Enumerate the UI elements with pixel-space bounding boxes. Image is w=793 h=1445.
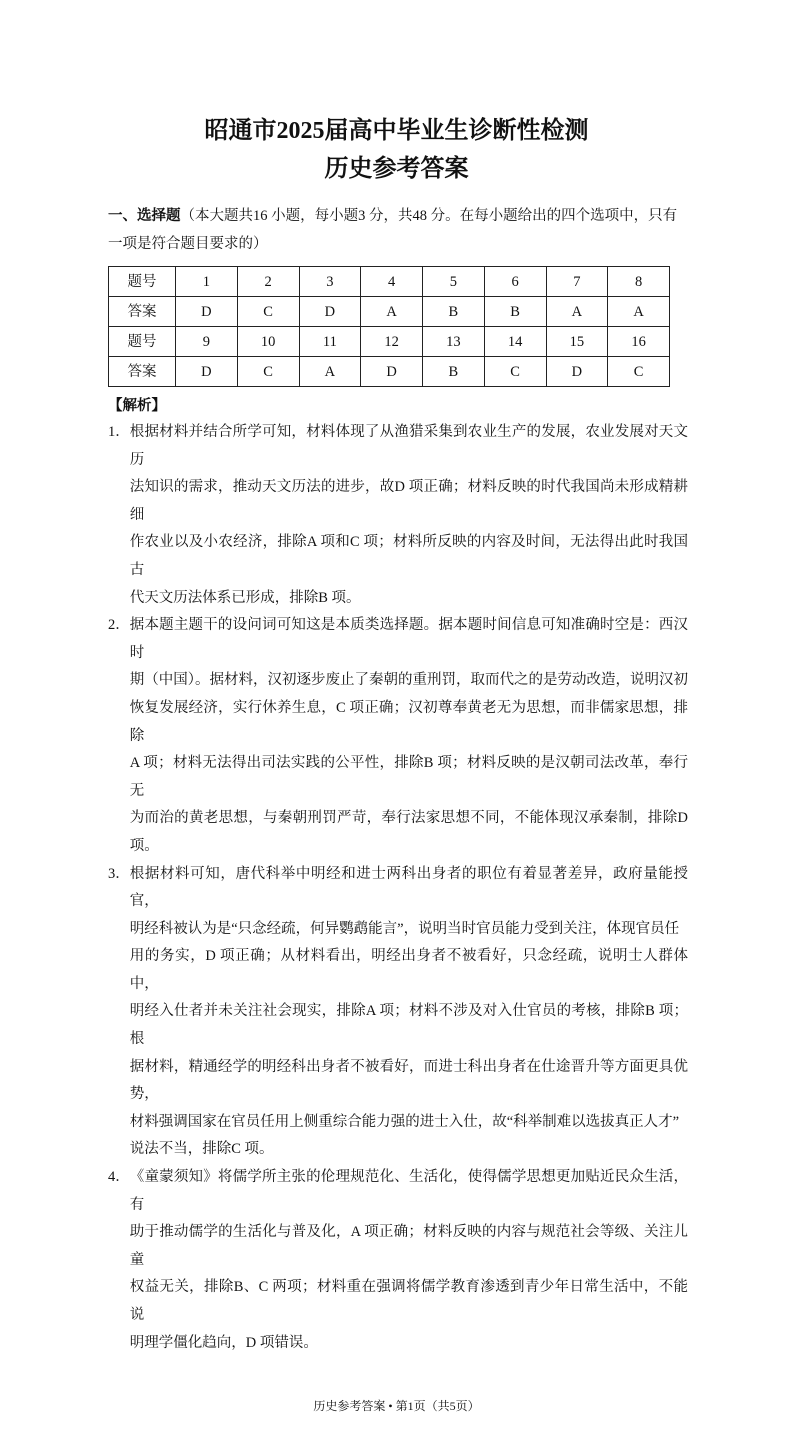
section-desc-1: （本大题共16 小题，每小题3 分，共48 分。在每小题给出的四个选项中，只有 <box>180 208 678 224</box>
table-cell: 10 <box>237 327 299 357</box>
table-cell: C <box>608 357 670 387</box>
table-cell: A <box>361 297 423 327</box>
section-choice-intro <box>108 202 688 258</box>
row-label: 题号 <box>109 267 176 297</box>
item-text-line: 恢复发展经济，实行休养生息，C 项正确；汉初尊奉黄老无为思想，而非儒家思想，排除 <box>129 699 688 744</box>
table-cell: 16 <box>608 327 670 357</box>
item-text-line: 期（中国）。据材料，汉初逐步废止了秦朝的重刑罚，取而代之的是劳动改造，说明汉初 <box>129 672 688 689</box>
table-cell: B <box>484 297 546 327</box>
item-text-line: 据本题主题干的设问词可知这是本质类选择题。据本题时间信息可知准确时空是：西汉时 <box>129 617 688 661</box>
table-cell: D <box>299 297 361 327</box>
table-cell: 7 <box>546 267 608 297</box>
item-body <box>130 612 688 860</box>
table-cell: C <box>237 297 299 327</box>
table-cell: 2 <box>237 267 299 297</box>
table-cell: B <box>423 357 485 387</box>
table-cell: B <box>423 297 485 327</box>
item-text-line: 权益无关，排除B、C 两项；材料重在强调将儒学教育渗透到青少年日常生活中，不能说 <box>129 1279 688 1323</box>
table-row <box>109 327 670 357</box>
analysis-heading: 【解析】 <box>108 398 166 414</box>
document-subtitle: 历史参考答案 <box>324 156 469 182</box>
table-cell: 4 <box>361 267 423 297</box>
analysis-item <box>108 1164 688 1357</box>
table-cell: 3 <box>299 267 361 297</box>
analysis-list <box>108 419 688 1357</box>
row-label: 答案 <box>109 297 176 327</box>
table-cell: A <box>608 297 670 327</box>
item-text-line: 材料强调国家在官员任用上侧重综合能力强的进士入仕，故“科举制难以选拔真正人才” <box>129 1113 680 1130</box>
item-number: 2． <box>108 617 130 634</box>
item-text-line: 法知识的需求，推动天文历法的进步，故D 项正确；材料反映的时代我国尚未形成精耕细 <box>129 479 688 523</box>
table-cell: 12 <box>361 327 423 357</box>
item-text-line: 根据材料可知，唐代科举中明经和进士两科出身者的职位有着显著差异，政府量能授官， <box>129 865 688 910</box>
table-cell: 9 <box>176 327 238 357</box>
table-cell: 13 <box>423 327 485 357</box>
table-cell: C <box>237 357 299 387</box>
table-cell: 6 <box>484 267 546 297</box>
analysis-item <box>108 861 688 1165</box>
table-cell: A <box>299 357 361 387</box>
table-row <box>109 267 670 297</box>
table-cell: C <box>484 357 546 387</box>
item-number: 3． <box>108 865 130 882</box>
item-body <box>130 861 688 1165</box>
table-row <box>109 297 670 327</box>
item-text-line: 明经入仕者并未关注社会现实，排除A 项；材料不涉及对入仕官员的考核，排除B 项；根 <box>129 1003 688 1048</box>
item-body <box>130 419 688 612</box>
table-cell: D <box>361 357 423 387</box>
item-number: 1． <box>108 424 130 440</box>
item-text-line: A 项；材料无法得出司法实践的公平性，排除B 项；材料反映的是汉朝司法改革，奉行无 <box>129 755 688 799</box>
item-text-line: 代天文历法体系已形成，排除B 项。 <box>129 589 361 606</box>
table-cell: D <box>176 297 238 327</box>
row-label: 题号 <box>109 327 176 357</box>
item-text-line: 作农业以及小农经济，排除A 项和C 项；材料所反映的内容及时间，无法得出此时我国古 <box>129 534 688 578</box>
document-title: 昭通市2025届高中毕业生诊断性检测 <box>204 118 589 144</box>
table-cell: 5 <box>423 267 485 297</box>
item-text-line: 明经科被认为是“只念经疏，何异鹦鹉能言”，说明当时官员能力受到关注，体现官员任 <box>129 920 680 937</box>
row-label: 答案 <box>109 357 176 387</box>
table-cell: 8 <box>608 267 670 297</box>
item-text-line: 《童蒙须知》将儒学所主张的伦理规范化、生活化，使得儒学思想更加贴近民众生活，有 <box>129 1169 688 1213</box>
item-text-line: 明理学僵化趋向，D 项错误。 <box>129 1334 318 1351</box>
table-cell: 11 <box>299 327 361 357</box>
item-text-line: 用的务实，D 项正确；从材料看出，明经出身者不被看好，只念经疏，说明士人群体中， <box>129 948 688 992</box>
table-row <box>109 357 670 387</box>
table-cell: A <box>546 297 608 327</box>
analysis-item <box>108 612 688 860</box>
item-text-line: 据材料，精通经学的明经科出身者不被看好，而进士科出身者在仕途晋升等方面更具优势， <box>129 1058 688 1103</box>
table-cell: D <box>176 357 238 387</box>
item-body <box>130 1164 688 1357</box>
section-heading: 一、选择题 <box>108 208 181 224</box>
table-cell: 15 <box>546 327 608 357</box>
item-text-line: 助于推动儒学的生活化与普及化，A 项正确；材料反映的内容与规范社会等级、关注儿童 <box>129 1224 688 1268</box>
item-text-line: 为而治的黄老思想，与秦朝刑罚严苛，奉行法家思想不同，不能体现汉承秦制，排除D 项。 <box>129 810 688 854</box>
answer-table <box>108 266 670 387</box>
table-cell: 1 <box>176 267 238 297</box>
section-desc-2: 一项是符合题目要求的） <box>108 236 268 252</box>
item-text-line: 说法不当，排除C 项。 <box>129 1141 274 1158</box>
table-cell: 14 <box>484 327 546 357</box>
analysis-item <box>108 419 688 612</box>
table-cell: D <box>546 357 608 387</box>
item-text-line: 根据材料并结合所学可知，材料体现了从渔猎采集到农业生产的发展，农业发展对天文历 <box>129 424 688 468</box>
item-number: 4． <box>108 1169 130 1186</box>
page-footer: 历史参考答案 • 第1页（共5页） <box>313 1399 480 1414</box>
